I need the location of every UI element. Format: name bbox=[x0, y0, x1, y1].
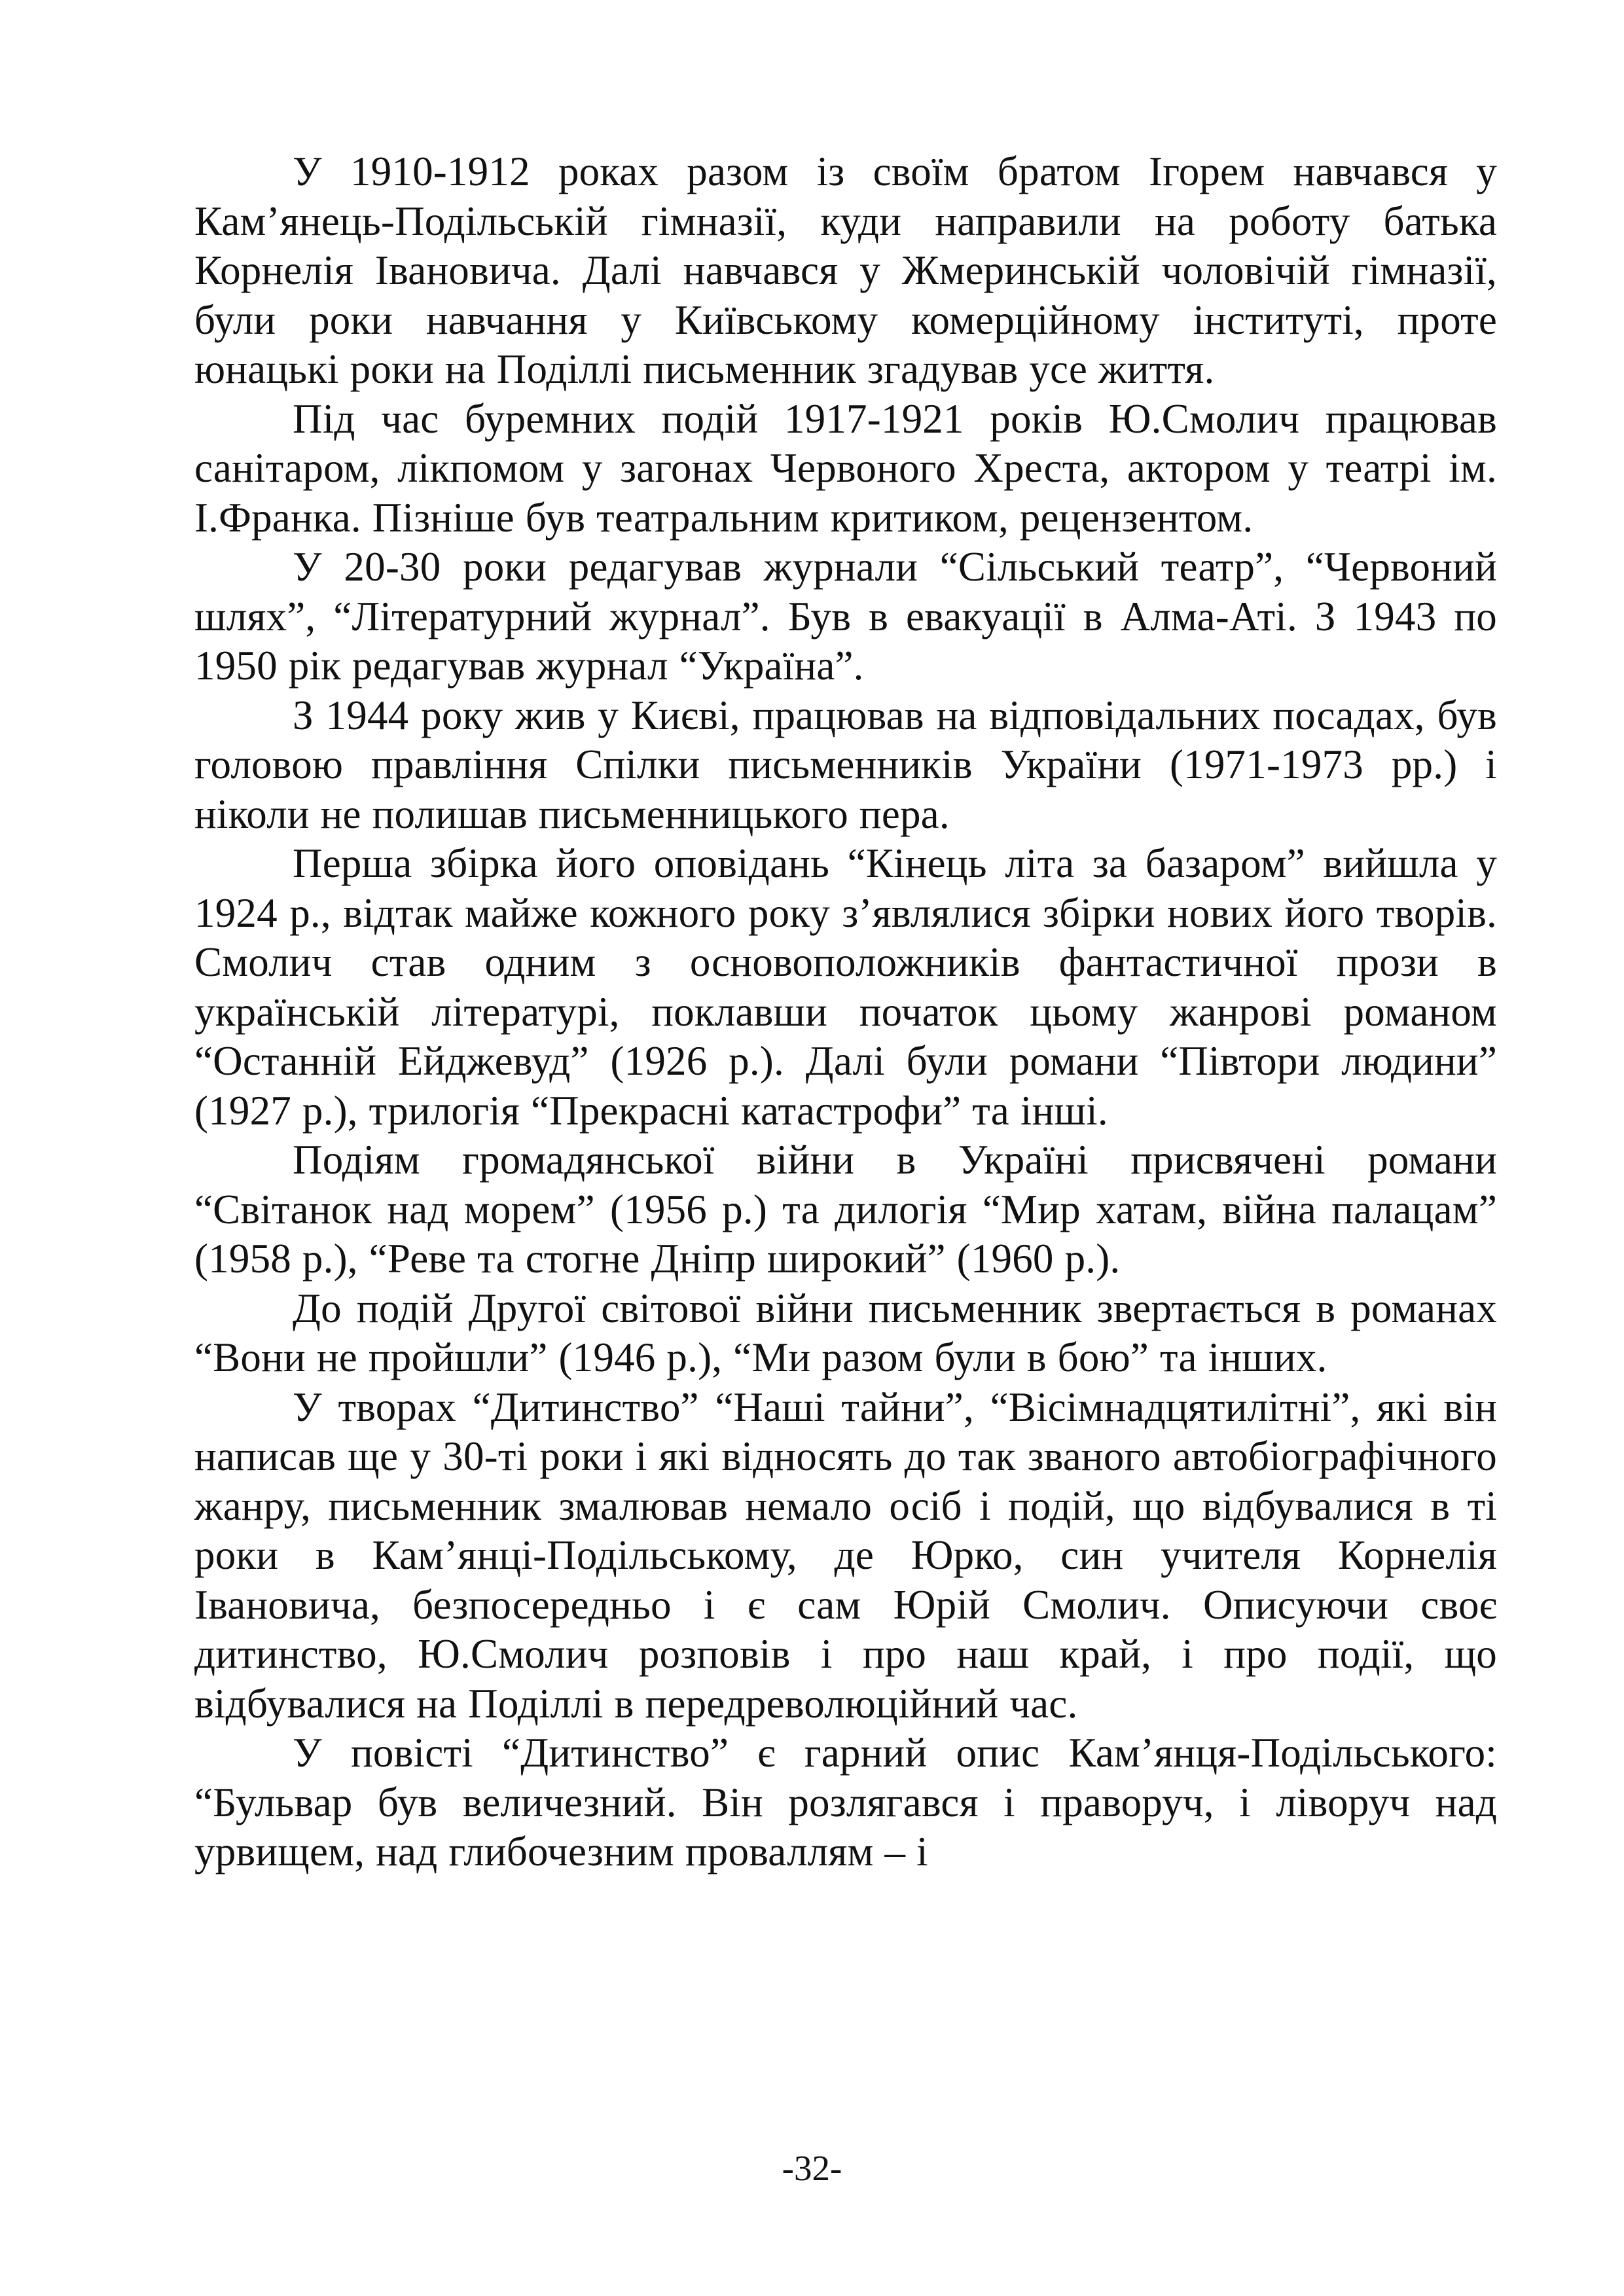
paragraph-7: До подій Другої світової війни письменник звертається в романах “Вони не пройшли” (1946 р.), “Ми разом були в бою” та інших. bbox=[194, 1285, 1497, 1380]
page-number: -32- bbox=[782, 2148, 842, 2188]
paragraph-2: Під час буремних подій 1917-1921 років Ю.Смолич працював санітаром, лікпомом у загонах Червоного Хреста, актором у театрі ім. І.Франка. Пізніше був театральним критиком, рецензентом. bbox=[194, 395, 1497, 541]
paragraph-6: Подіям громадянської війни в Україні присвячені романи “Світанок над морем” (1956 р.) та дилогія “Мир хатам, війна палацам” (1958 р.), “Реве та стогне Дніпр широкий” (1960 р.). bbox=[194, 1137, 1497, 1282]
paragraph-9: У повісті “Дитинство” є гарний опис Кам’янця-Подільського: “Бульвар був величезний. Він розлягався і праворуч, і ліворуч над урвищем, над глибочезним проваллям – і bbox=[194, 1730, 1497, 1874]
paragraph-4: З 1944 року жив у Києві, працював на відповідальних посадах, був головою правління Спілки письменників України (1971-1973 рр.) і ніколи не полишав письменницького пера. bbox=[194, 692, 1497, 837]
paragraph-3: У 20-30 роки редагував журнали “Сільський театр”, “Червоний шлях”, “Літературний журнал”. Був в евакуації в Алма-Аті. З 1943 по 1950 рік редагував журнал “Україна”. bbox=[194, 544, 1497, 689]
page-body bbox=[194, 147, 1497, 1877]
paragraph-5: Перша збірка його оповідань “Кінець літа за базаром” вийшла у 1924 р., відтак майже кожного року з’являлися збірки нових його творів. Смолич став одним з основоположників фантастичної прози в українській літературі, поклавши початок цьому жанрові романом “Останній Ейджевуд” (1926 р.). Далі були романи “Півтори людини” (1927 р.), трилогія “Прекрасні катастрофи” та інші. bbox=[194, 840, 1497, 1134]
paragraph-8: У творах “Дитинство” “Наші тайни”, “Вісімнадцятилітні”, які він написав ще у 30-ті роки і які відносять до так званого автобіографічного жанру, письменник змалював немало осіб і подій, що відбувалися в ті роки в Кам’янці-Подільському, де Юрко, син учителя Корнелія Івановича, безпосередньо і є сам Юрій Смолич. Описуючи своє дитинство, Ю.Смолич розповів і про наш край, і про події, що відбувалися на Поділлі в передреволюційний час. bbox=[194, 1384, 1497, 1727]
paragraph-1: У 1910-1912 роках разом із своїм братом Ігорем навчався у Кам’янець-Подільській гімназії, куди направили на роботу батька Корнелія Івановича. Далі навчався у Жмеринській чоловічій гімназії, були роки навчання у Київському комерційному інституті, проте юнацькі роки на Поділлі письменник згадував усе життя. bbox=[194, 149, 1497, 392]
